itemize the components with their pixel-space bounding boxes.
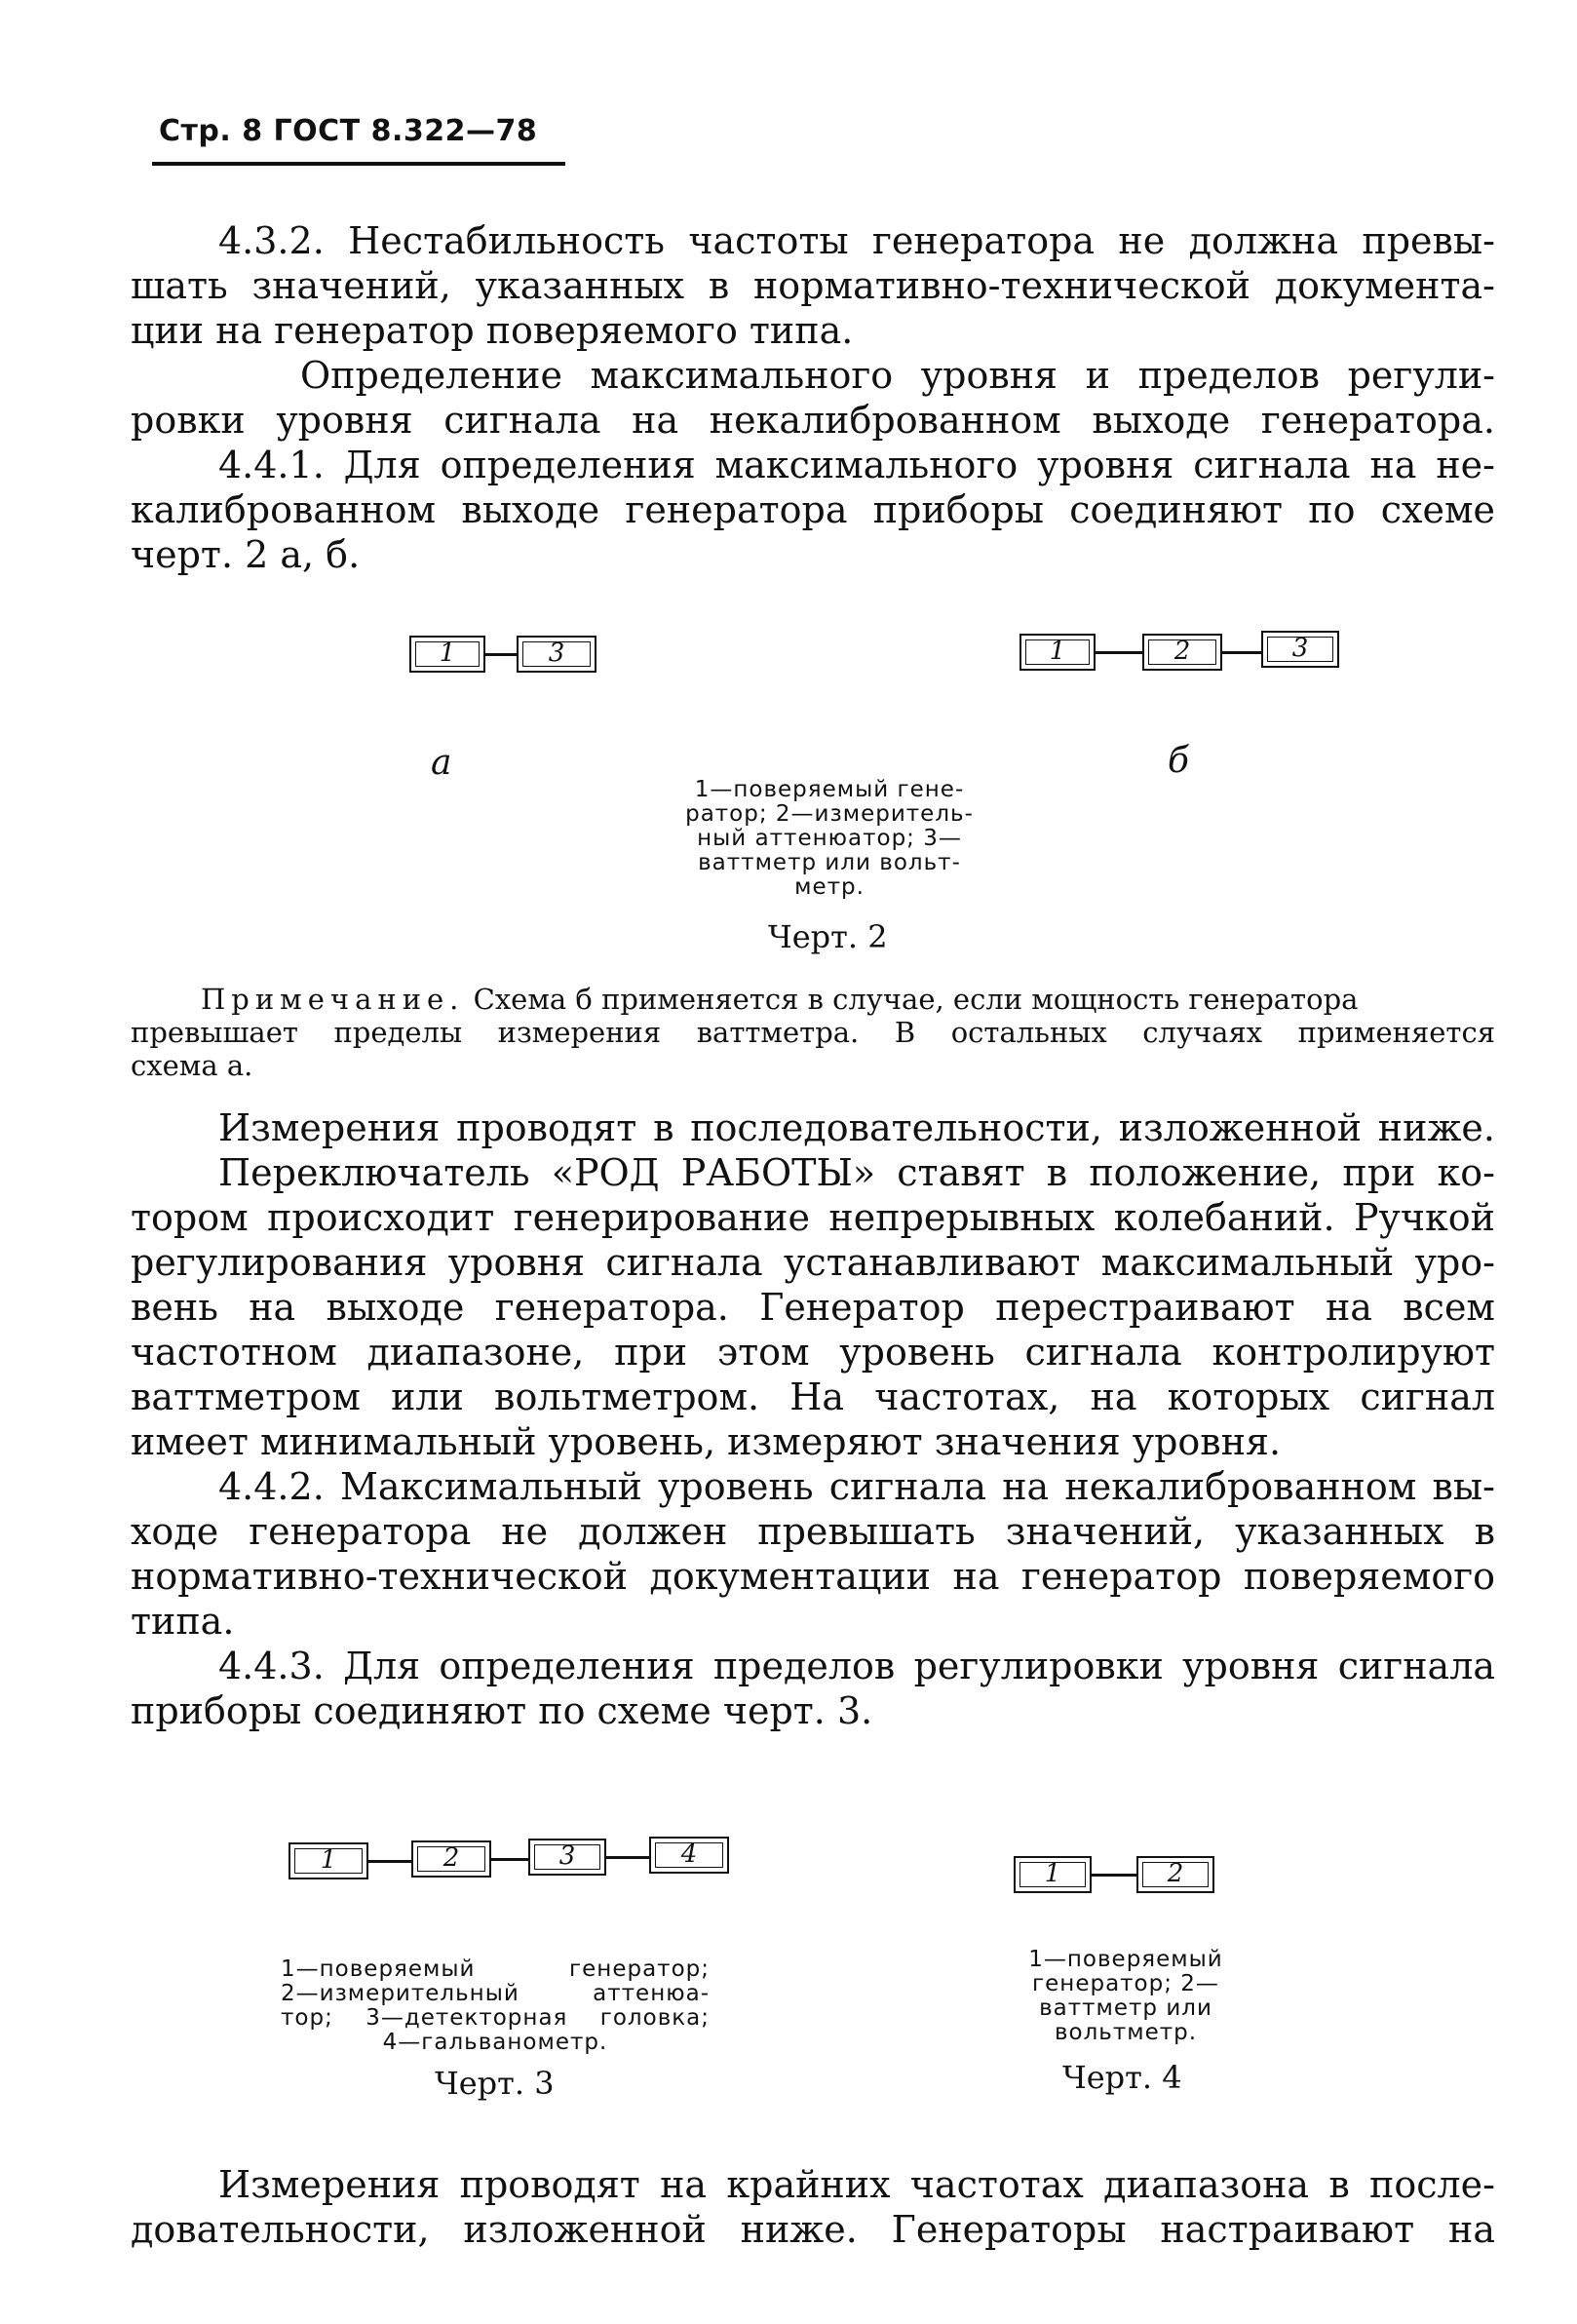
paragraph-4-4 [131,353,1495,443]
text-line: ходе генератора не должен превышать значений, указанных в [131,1510,1495,1553]
figure-title: Черт. 4 [1062,2059,1182,2096]
text-line: частотном диапазоне, при этом уровень сигнала контролируют [131,1331,1495,1374]
block-box: 3 [1261,631,1339,668]
note-label: Примечание. [201,983,465,1016]
figure-legend [1004,1948,1248,2045]
text-line: калиброванном выходе генератора приборы соединяют по схеме [131,488,1495,531]
legend-line: ваттметр или вольт- [698,850,961,875]
note-line: схема а. [131,1049,253,1082]
block-box: 1 [288,1842,368,1879]
text-line: приборы соединяют по схеме черт. 3. [131,1689,873,1732]
block-box: 4 [649,1837,729,1874]
figure-title: Черт. 3 [435,2065,555,2102]
text-line: Определение максимального уровня и пределов регули- [300,354,1495,397]
figure-letter-b: б [1168,741,1189,781]
block-box: 1 [1019,634,1096,671]
text-line: Измерения проводят в последовательности, изложенной ниже. [218,1106,1495,1149]
text-line: 4.4.1. Для определения максимального уровня сигнала на не- [218,444,1495,486]
legend-line: 4—гальванометр. [382,2030,608,2055]
connector-line [1222,651,1261,654]
note-text: Схема б применяется в случае, если мощность генератора [473,983,1359,1016]
text-line: регулирования уровня сигнала устанавливают максимальный уро- [131,1241,1495,1284]
legend-line: метр. [794,874,865,900]
legend-line: 1—поверяемый гене- [694,777,965,802]
note-first-line [131,983,1495,1016]
block-box: 1 [409,636,485,673]
text-line: ции на генератор поверяемого типа. [131,309,854,352]
connector-line [606,1856,649,1859]
connector-line [368,1860,411,1863]
text-line: ваттметром или вольтметром. На частотах, на которых сигнал [131,1375,1495,1418]
block-box: 2 [411,1840,491,1878]
text-line: имеет минимальный уровень, измеряют значения уровня. [131,1420,1282,1463]
note-line: превышает пределы измерения ваттметра. В остальных случаях применяется [131,1016,1495,1049]
note [131,983,1495,1082]
legend-line: 1—поверяемый [1028,1947,1223,1972]
text-line: шать значений, указанных в нормативно-технической документа- [131,264,1495,307]
block-box: 3 [517,636,596,673]
legend-line: ратор; 2—измеритель- [685,801,974,827]
text-line: ровки уровня сигнала на некалиброванном выходе генератора. [131,399,1495,442]
connector-line [1092,1874,1136,1877]
paragraph-4-4-3 [131,1644,1495,1733]
paragraph-measurement [131,1105,1495,1464]
text-line: нормативно-технической документации на генератор поверяемого [131,1555,1495,1598]
block-box: 2 [1142,634,1222,671]
block-box: 1 [1014,1856,1092,1893]
block-box: 3 [528,1839,606,1876]
block-box: 2 [1136,1856,1214,1893]
text-line: Переключатель «РОД РАБОТЫ» ставят в положение, при ко- [218,1151,1495,1194]
text-line: тором происходит генерирование непрерывных колебаний. Ручкой [131,1196,1495,1239]
figure-title: Черт. 2 [768,918,888,955]
connector-line [485,653,517,656]
text-line: вень на выходе генератора. Генератор перестраивают на всем [131,1286,1495,1329]
legend-line: ный аттенюатор; 3— [697,826,962,851]
paragraph-final [131,2162,1495,2252]
text-line: довательности, изложенной ниже. Генераторы настраивают на [131,2208,1495,2251]
text-line: черт. 2 а, б. [131,533,361,576]
legend-line: 2—измерительный аттенюа- [281,1981,710,2006]
legend-line: 1—поверяемый генератор; [281,1956,710,1982]
figure-letter-a: а [431,743,452,783]
paragraph-4-4-1 [131,443,1495,577]
paragraph-4-4-2 [131,1464,1495,1644]
connector-line [491,1858,528,1861]
paragraph-4-3-2 [131,218,1495,353]
legend-line: генератор; 2— [1032,1971,1219,1996]
text-line: Измерения проводят на крайних частотах диапазона в после- [218,2163,1495,2206]
page-header: Стр. 8 ГОСТ 8.322—78 [159,114,538,148]
text-line: типа. [131,1600,235,1643]
legend-line: вольтметр. [1054,2020,1198,2045]
text-line: 4.4.3. Для определения пределов регулировки уровня сигнала [218,1645,1495,1687]
text-line: 4.4.2. Максимальный уровень сигнала на некалиброванном вы- [218,1465,1495,1508]
legend-line: тор; 3—детекторная головка; [281,2005,710,2031]
header-rule [152,162,565,166]
legend-line: ваттметр или [1039,1995,1212,2021]
text-line: 4.3.2. Нестабильность частоты генератора не должна превы- [218,219,1495,262]
figure-legend [281,1957,710,2055]
figure-legend [659,778,1000,900]
connector-line [1096,651,1142,654]
